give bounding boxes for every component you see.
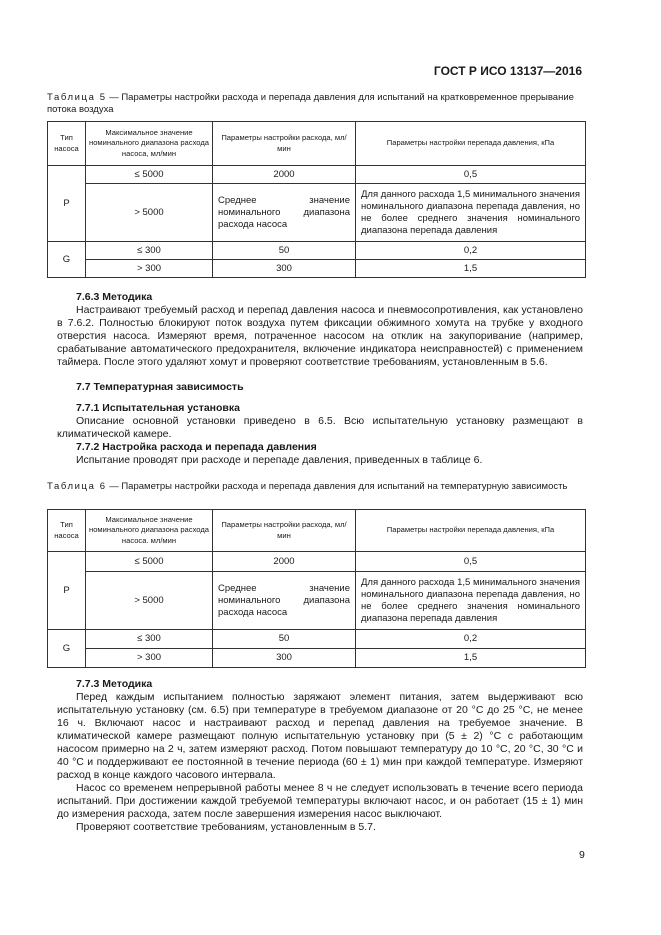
cell-pressure: 0,5 (356, 552, 586, 572)
table-header-row (48, 510, 586, 552)
paragraph: Описание основной установки приведено в 6.5. Всю испытательную установку размещают в климатической камере. (57, 415, 583, 440)
cell-pump-type: G (48, 242, 86, 278)
cell-range: ≤ 300 (86, 242, 213, 260)
cell-range: ≤ 300 (86, 630, 213, 649)
section-7-7-3-text (57, 691, 583, 834)
cell-range: > 300 (86, 260, 213, 278)
cell-pressure: 0,2 (356, 242, 586, 260)
paragraph: Настраивают требуемый расход и перепад давления насоса и пневмосопротивления, как установлено в 7.6.2. Полностью блокируют поток воздуха путем фиксации обжимного хомута на трубке у входного отверстия насоса. Измеряют время, потраченное насосом на отклик на закупоривание (например, срабатывание автоматического предохранителя, включение индикатора неисправностей) с применением таймера. После этого удаляют хомут и проверяют соответствие требованиям, установленным в 5.6. (57, 304, 583, 368)
section-7-7-heading: 7.7 Температурная зависимость (76, 381, 244, 393)
cell-pump-type: P (48, 552, 86, 630)
table-5-title: — Параметры настройки расхода и перепада давления для испытаний на кратковременное прерывание потока воздуха (47, 92, 574, 115)
table-6-title: — Параметры настройки расхода и перепада давления для испытаний на температурную зависимость (106, 481, 568, 492)
table-row (48, 572, 586, 630)
cell-range: ≤ 5000 (86, 166, 213, 184)
paragraph: Перед каждым испытанием полностью заряжают элемент питания, затем выдерживают всю испытательную установку (см. 6.5) при температуре в требуемом диапазоне от 20 °С до 25 °С, не менее 16 ч. Включают насос и настраивают расход и перепад давления на требуемое значение. В климатической камере размещают полную испытательную установку при (5 ± 2) °С с работающим насосом примерно на 2 ч, затем измеряют расход. Потом повышают температуру до 10 °С, 20 °С, 30 °С и 40 °С и поддерживают ее постоянной в течение периода (60 ± 1) мин при каждой температуре. Измеряют расход в конце каждого часового интервала. (57, 691, 583, 781)
table-6-label: Таблица 6 (47, 481, 107, 492)
cell-pressure: 1,5 (356, 260, 586, 278)
header-pump-type: Тип насоса (48, 122, 86, 166)
header-max-range: Максимальное значение номинального диапазона расхода насоса, мл/мин (86, 122, 213, 166)
table-5 (47, 121, 586, 278)
cell-pressure: 0,2 (356, 630, 586, 649)
table-6 (47, 509, 586, 668)
table-5-caption (47, 92, 584, 116)
table-row (48, 184, 586, 242)
cell-flow: Среднее значение номинального диапазона расхода насоса (213, 572, 356, 630)
page-number: 9 (579, 849, 585, 861)
table-header-row (48, 122, 586, 166)
cell-flow: Среднее значение номинального диапазона расхода насоса (213, 184, 356, 242)
paragraph: Насос со временем непрерывной работы менее 8 ч не следует использовать в течение всего периода испытаний. При достижении каждой требуемой температуры включают насос, и он работает (15 ± 1) мин до измерения расхода, затем после завершения измерения насос выключают. (57, 782, 583, 820)
header-pressure-setting: Параметры настройки перепада давления, кПа (356, 122, 586, 166)
section-7-6-3-text (57, 304, 583, 369)
cell-range: ≤ 5000 (86, 552, 213, 572)
table-row (48, 260, 586, 278)
table-5-label: Таблица 5 (47, 92, 107, 103)
cell-flow: 300 (213, 260, 356, 278)
table-row (48, 630, 586, 649)
cell-pump-type: P (48, 166, 86, 242)
cell-flow: 2000 (213, 166, 356, 184)
section-7-7-3-heading: 7.7.3 Методика (76, 678, 153, 690)
document-header: ГОСТ Р ИСО 13137—2016 (433, 64, 582, 78)
paragraph: Проверяют соответствие требованиям, установленным в 5.7. (76, 821, 376, 833)
section-7-7-2-text (57, 454, 583, 467)
section-7-7-2-heading: 7.7.2 Настройка расхода и перепада давления (76, 441, 317, 453)
header-max-range: Максимальное значение номинального диапазона расхода насоса. мл/мин (86, 510, 213, 552)
paragraph: Испытание проводят при расходе и перепаде давления, приведенных в таблице 6. (76, 454, 483, 466)
section-7-6-3-heading: 7.6.3 Методика (76, 291, 153, 303)
cell-range: > 5000 (86, 184, 213, 242)
cell-flow: 50 (213, 242, 356, 260)
header-pressure-setting: Параметры настройки перепада давления, кПа (356, 510, 586, 552)
table-6-caption (47, 481, 584, 493)
cell-pressure: 1,5 (356, 649, 586, 668)
cell-flow: 2000 (213, 552, 356, 572)
cell-pressure: 0,5 (356, 166, 586, 184)
cell-pump-type: G (48, 630, 86, 668)
header-pump-type: Тип насоса (48, 510, 86, 552)
section-7-7-1-heading: 7.7.1 Испытательная установка (76, 402, 240, 414)
cell-pressure: Для данного расхода 1,5 минимального значения номинального диапазона перепада давления, но не более среднего значения номинального диапазона перепада давления (356, 184, 586, 242)
table-row (48, 166, 586, 184)
cell-range: > 5000 (86, 572, 213, 630)
table-row (48, 552, 586, 572)
cell-range: > 300 (86, 649, 213, 668)
header-flow-setting: Параметры настройки расхода, мл/мин (213, 510, 356, 552)
header-flow-setting: Параметры настройки расхода, мл/мин (213, 122, 356, 166)
cell-flow: 300 (213, 649, 356, 668)
cell-flow: 50 (213, 630, 356, 649)
table-row (48, 649, 586, 668)
table-row (48, 242, 586, 260)
cell-pressure: Для данного расхода 1,5 минимального значения номинального диапазона перепада давления, но не более среднего значения номинального диапазона перепада давления (356, 572, 586, 630)
section-7-7-1-text (57, 415, 583, 441)
